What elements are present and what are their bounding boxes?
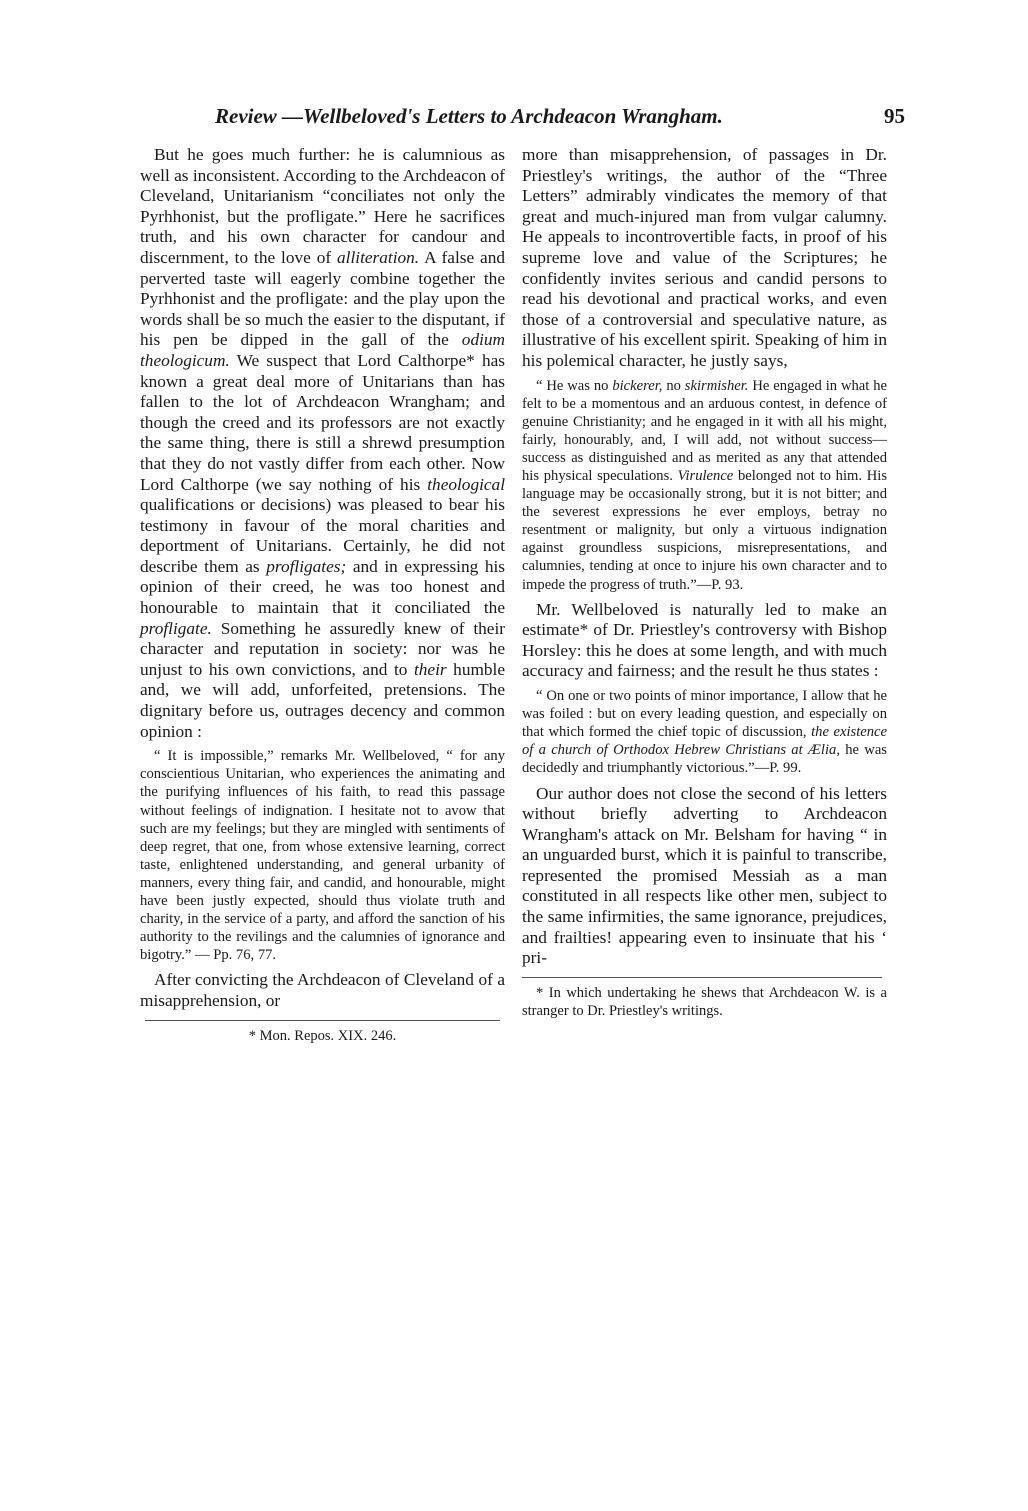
italic-text-run: theological <box>427 474 505 494</box>
page-number: 95 <box>884 104 905 128</box>
right-footnote: * In which undertaking he shews that Archdeacon W. is a stranger to Dr. Priestley's writings. <box>522 984 887 1019</box>
running-head <box>215 100 905 132</box>
text-run: A false and perverted taste will eagerly combine together the Pyrhhonist and the profligate: and the play upon the words shall be so much the easier to the disputant, if his pen be dipped in the gall of the <box>140 247 505 350</box>
footnote-rule <box>522 977 882 978</box>
right-block-quote-1 <box>522 377 887 594</box>
left-footnote: * Mon. Repos. XIX. 246. <box>248 1027 397 1044</box>
text-run: humble and, we will add, unforfeited, pretensions. The dignitary before us, outrages decency and common opinion : <box>140 659 506 741</box>
text-run: and in expressing his opinion of their creed, he was too honest and honourable to maintain that it conciliated the <box>140 556 505 618</box>
right-paragraph-1: more than misapprehension, of passages in Dr. Priestley's writings, the author of the “Three Letters” admirably vindicates the memory of that great and much-injured man from vulgar calumny. He appeals to incontrovertible facts, in proof of his supreme love and value of the Scriptures; he confidently invites serious and candid persons to read his devotional and practical works, and even those of a controversial and speculative nature, as illustrative of his excellent spirit. Speaking of him in his polemical character, he justly says, <box>522 145 887 370</box>
text-run: He engaged in what he felt to be a momentous and an arduous contest, in defence of genuine Christianity; and he engaged in it with all his might, fairly, honourably, and, I will add, not without success—success as distinguished and as merited as any that attended his physical speculations. <box>522 377 887 484</box>
italic-text-run: the existence of a church of Orthodox Hebrew Christians at Ælia, <box>522 724 888 759</box>
text-run: qualifications or decisions) was pleased to bear his testimony in favour of the moral charities and deportment of Unitarians. Certainly, he did not describe them as <box>140 495 505 576</box>
italic-text-run: profligate. <box>140 618 212 638</box>
text-run: “ On one or two points of minor importance, I allow that he was foiled : but on every leading question, and especially on that which formed the chief topic of discussion, <box>522 688 887 741</box>
text-run: no <box>662 377 685 394</box>
right-paragraph-3: Our author does not close the second of his letters without briefly adverting to Archdeacon Wrangham's attack on Mr. Belsham for having “ in an unguarded burst, which it is painful to transcribe, represented the promised Messiah as a man constituted in all respects like other men, subject to the same infirmities, the same ignorance, prejudices, and frailties! appearing even to insinuate that his ‘ pri- <box>522 783 887 968</box>
left-paragraph-2: After convicting the Archdeacon of Cleveland of a misapprehension, or <box>140 970 505 1010</box>
italic-text-run: skirmisher. <box>684 377 749 394</box>
left-column <box>140 145 505 1045</box>
footnote-rule <box>145 1020 500 1021</box>
text-run: belonged not to him. His language may be occasionally strong, but it is not bitter; and the severest expressions he ever employs, betray no resentment or malignity, but only a virtuous indignation against groundless suspicions, misrepresentations, and calumnies, tending at once to injure his own character and to impede the progress of truth.”—P. 93. <box>522 468 887 593</box>
text-run: he was decidedly and triumphantly victorious.”—P. 99. <box>522 742 887 777</box>
left-block-quote: “ It is impossible,” remarks Mr. Wellbeloved, “ for any conscientious Unitarian, who experiences the animating and the purifying influences of his faith, to read this passage without feelings of indignation. I hesitate not to avow that such are my feelings; but they are mingled with sentiments of deep regret, that one, from whose extensive learning, correct taste, enlightened understanding, and general urbanity of manners, every thing fair, and candid, and honourable, might have been justly expected, should thus violate truth and charity, in the service of a party, and afford the sanction of his authority to the revilings and the calumnies of ignorance and bigotry.” — Pp. 76, 77. <box>140 748 505 964</box>
text-run: “ He was no <box>536 377 613 394</box>
text-run: Something he assuredly knew of their character and reputation in society: nor was he unjust to his own convictions, and to <box>140 618 505 679</box>
right-column <box>522 145 887 1020</box>
italic-text-run: Virulence <box>677 468 734 484</box>
text-run: But he goes much further: he is calumnious as well as inconsistent. According to the Archdeacon of Cleveland, Unitarianism “conciliates not only the Pyrhhonist, but the profligate.” Here he sacrifices truth, and his own character for candour and discernment, to the love of <box>140 145 505 267</box>
italic-text-run: alliteration. <box>337 247 420 267</box>
running-title: Review —Wellbeloved's Letters to Archdeacon Wrangham. <box>215 104 723 128</box>
text-run: We suspect that Lord Calthorpe* has known a great deal more of Unitarians than has fallen to the lot of Archdeacon Wrangham; and though the creed and its professors are not exactly the same thing, there is still a shrewd presumption that they do not vastly differ from each other. Now Lord Calthorpe (we say nothing of his <box>140 350 505 494</box>
italic-text-run: bickerer, <box>612 377 663 394</box>
italic-text-run: their <box>413 659 447 679</box>
italic-text-run: profligates; <box>266 556 347 576</box>
right-block-quote-2 <box>522 687 887 777</box>
right-paragraph-2: Mr. Wellbeloved is naturally led to make an estimate* of Dr. Priestley's controversy with Bishop Horsley: this he does at some length, and with much accuracy and fairness; and the result he thus states : <box>522 599 887 681</box>
italic-text-run: odium theologicum. <box>140 330 505 370</box>
left-paragraph-1 <box>140 145 505 742</box>
